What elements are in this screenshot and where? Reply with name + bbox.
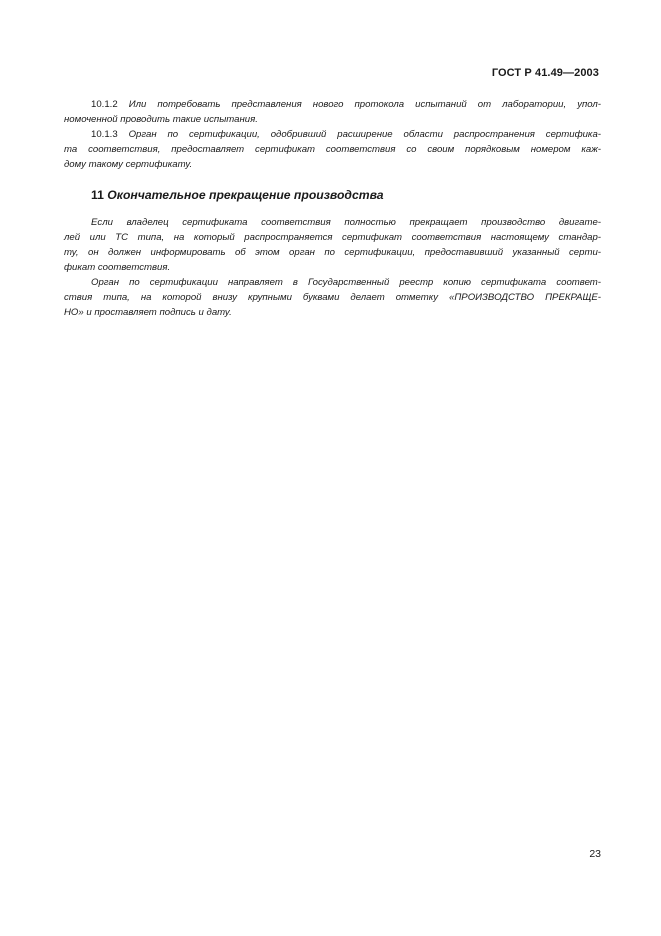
paragraph-line bbox=[64, 127, 601, 142]
page-number: 23 bbox=[589, 848, 601, 860]
paragraph-line: НО» и проставляет подпись и дату. bbox=[64, 307, 232, 318]
paragraph-text: Или потребовать представления нового протокола испытаний от лаборатории, упол- bbox=[128, 99, 601, 110]
page-content bbox=[64, 97, 601, 320]
paragraph-line: Если владелец сертификата соответствия полностью прекращает производство двигате- bbox=[91, 217, 601, 228]
clause-number: 10.1.2 bbox=[91, 99, 118, 110]
section-title: Окончательное прекращение производства bbox=[107, 188, 384, 202]
paragraph-line: ту, он должен информировать об этом орган по сертификации, предоставивший указанный серти- bbox=[64, 247, 601, 258]
paragraph-line: номоченной проводить такие испытания. bbox=[64, 114, 258, 125]
paragraph-line: та соответствия, предоставляет сертификат соответствия со своим порядковым номером каж- bbox=[64, 144, 601, 155]
paragraph-line: Орган по сертификации направляет в Государственный реестр копию сертификата соответ- bbox=[91, 277, 601, 288]
paragraph-line: ствия типа, на которой внизу крупными буквами делает отметку «ПРОИЗВОДСТВО ПРЕКРАЩЕ- bbox=[64, 292, 601, 303]
paragraph-line: лей или ТС типа, на который распространяется сертификат соответствия настоящему стандар- bbox=[64, 232, 601, 243]
paragraph-line bbox=[64, 97, 601, 112]
section-paragraph-1 bbox=[64, 215, 601, 275]
paragraph-line: фикат соответствия. bbox=[64, 262, 171, 273]
paragraph-text: Орган по сертификации, одобривший расширение области распространения сертифика- bbox=[128, 129, 601, 140]
section-number: 11 bbox=[91, 188, 104, 202]
document-code-header: ГОСТ Р 41.49—2003 bbox=[491, 67, 599, 79]
clause-number: 10.1.3 bbox=[91, 129, 118, 140]
paragraph-10-1-3 bbox=[64, 127, 601, 172]
section-heading bbox=[91, 188, 601, 202]
paragraph-10-1-2 bbox=[64, 97, 601, 127]
section-paragraph-2 bbox=[64, 275, 601, 320]
paragraph-line: дому такому сертификату. bbox=[64, 159, 193, 170]
